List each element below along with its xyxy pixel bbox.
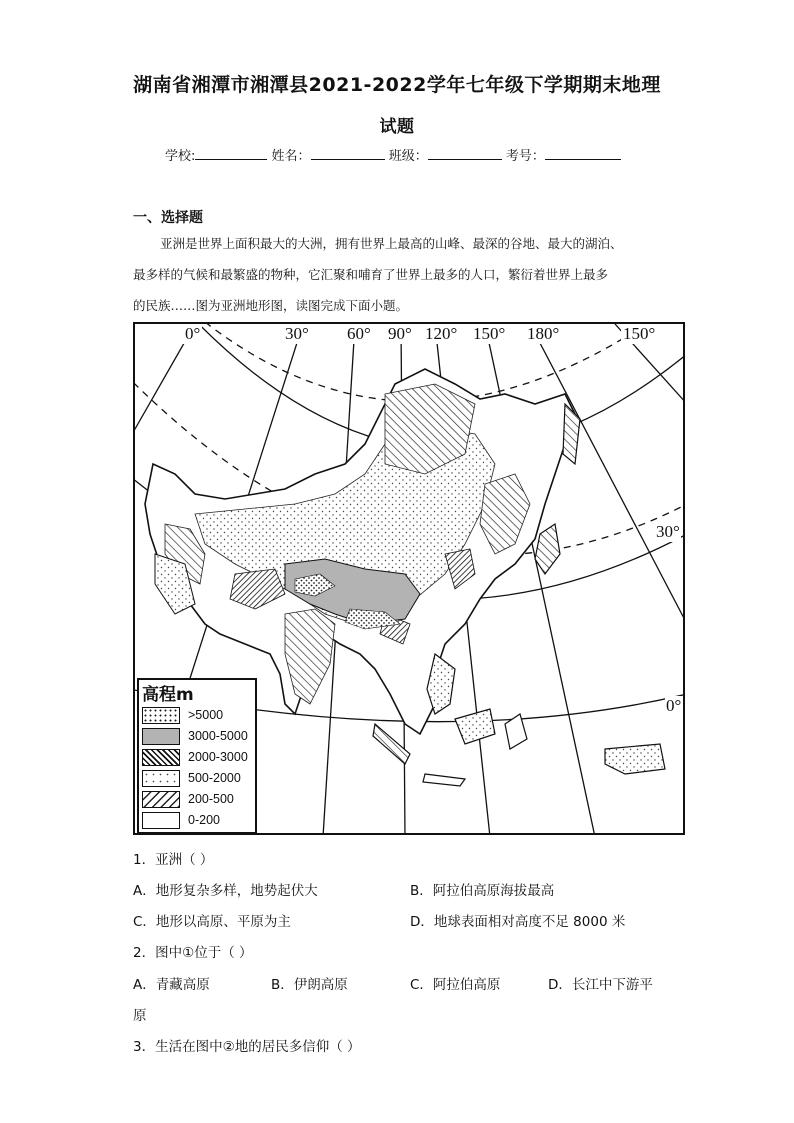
- latitude-label: 0°: [666, 696, 682, 715]
- asia-topographic-map: [133, 322, 685, 835]
- legend-title: 高程m: [142, 685, 194, 705]
- exam-title: 湖南省湘潭市湘潭县2021-2022学年七年级下学期期末地理: [133, 74, 661, 96]
- legend-label: 3000-5000: [188, 729, 248, 743]
- longitude-label: 30°: [285, 324, 309, 343]
- q1-option-b[interactable]: B．阿拉伯高原海拔最高: [410, 883, 555, 899]
- latitude-label: 30°: [656, 522, 680, 541]
- name-label: 姓名：: [271, 149, 311, 164]
- exam-title-line2: 试题: [379, 117, 415, 137]
- q2-option-c[interactable]: C．阿拉伯高原: [410, 977, 501, 993]
- legend-label: 2000-3000: [188, 750, 248, 764]
- longitude-label: 90°: [388, 324, 412, 343]
- number-blank[interactable]: [545, 147, 621, 160]
- longitude-label: 150°: [473, 324, 506, 343]
- longitude-label: 0°: [185, 324, 201, 343]
- school-label: 学校:: [165, 149, 196, 164]
- legend-label: 200-500: [188, 792, 234, 806]
- intro-line-3: 的民族……图为亚洲地形图，读图完成下面小题。: [133, 298, 409, 313]
- legend-swatch: [142, 749, 180, 766]
- legend-swatch: [142, 812, 180, 829]
- legend-label: 0-200: [188, 813, 220, 827]
- intro-line-2: 最多样的气候和最繁盛的物种，它汇聚和哺育了世界上最多的人口，繁衍着世界上最多: [133, 267, 609, 282]
- question-1-stem: 1．亚洲（ ）: [133, 852, 214, 868]
- q2-option-d[interactable]: D．长江中下游平: [548, 977, 653, 993]
- longitude-label: 150°: [623, 324, 656, 343]
- number-label: 考号：: [505, 149, 545, 164]
- name-blank[interactable]: [311, 147, 385, 160]
- class-label: 班级：: [388, 149, 428, 164]
- longitude-label: 180°: [527, 324, 560, 343]
- legend-item: [142, 769, 258, 788]
- legend-label: >5000: [188, 708, 224, 722]
- legend-swatch: [142, 728, 180, 745]
- legend-swatch: [142, 770, 180, 787]
- section-title: 一、选择题: [133, 210, 203, 226]
- q1-option-d[interactable]: D．地球表面相对高度不足 8000 米: [410, 914, 626, 930]
- legend-item: [142, 748, 258, 767]
- legend-swatch: [142, 791, 180, 808]
- q2-option-d-continued: 原: [133, 1008, 147, 1024]
- legend-swatch: [142, 707, 180, 724]
- legend-item: [142, 811, 258, 830]
- intro-line-1: 亚洲是世界上面积最大的大洲，拥有世界上最高的山峰、最深的谷地、最大的湖泊、: [160, 236, 623, 251]
- legend-item: [142, 790, 258, 809]
- legend-label: 500-2000: [188, 771, 241, 785]
- student-info-row: [165, 145, 621, 164]
- elevation-legend: [137, 678, 257, 834]
- longitude-label: 120°: [425, 324, 458, 343]
- longitude-label: 60°: [347, 324, 371, 343]
- question-2-stem: 2．图中①位于（ ）: [133, 945, 253, 961]
- q2-option-a[interactable]: A．青藏高原: [133, 977, 210, 993]
- q1-option-a[interactable]: A．地形复杂多样，地势起伏大: [133, 883, 318, 899]
- legend-item: [142, 727, 258, 746]
- question-3-stem: 3．生活在图中②地的居民多信仰（ ）: [133, 1039, 361, 1055]
- q1-option-c[interactable]: C．地形以高原、平原为主: [133, 914, 291, 930]
- class-blank[interactable]: [428, 147, 502, 160]
- legend-item: [142, 706, 258, 725]
- school-blank[interactable]: [195, 147, 267, 160]
- q2-option-b[interactable]: B．伊朗高原: [271, 977, 348, 993]
